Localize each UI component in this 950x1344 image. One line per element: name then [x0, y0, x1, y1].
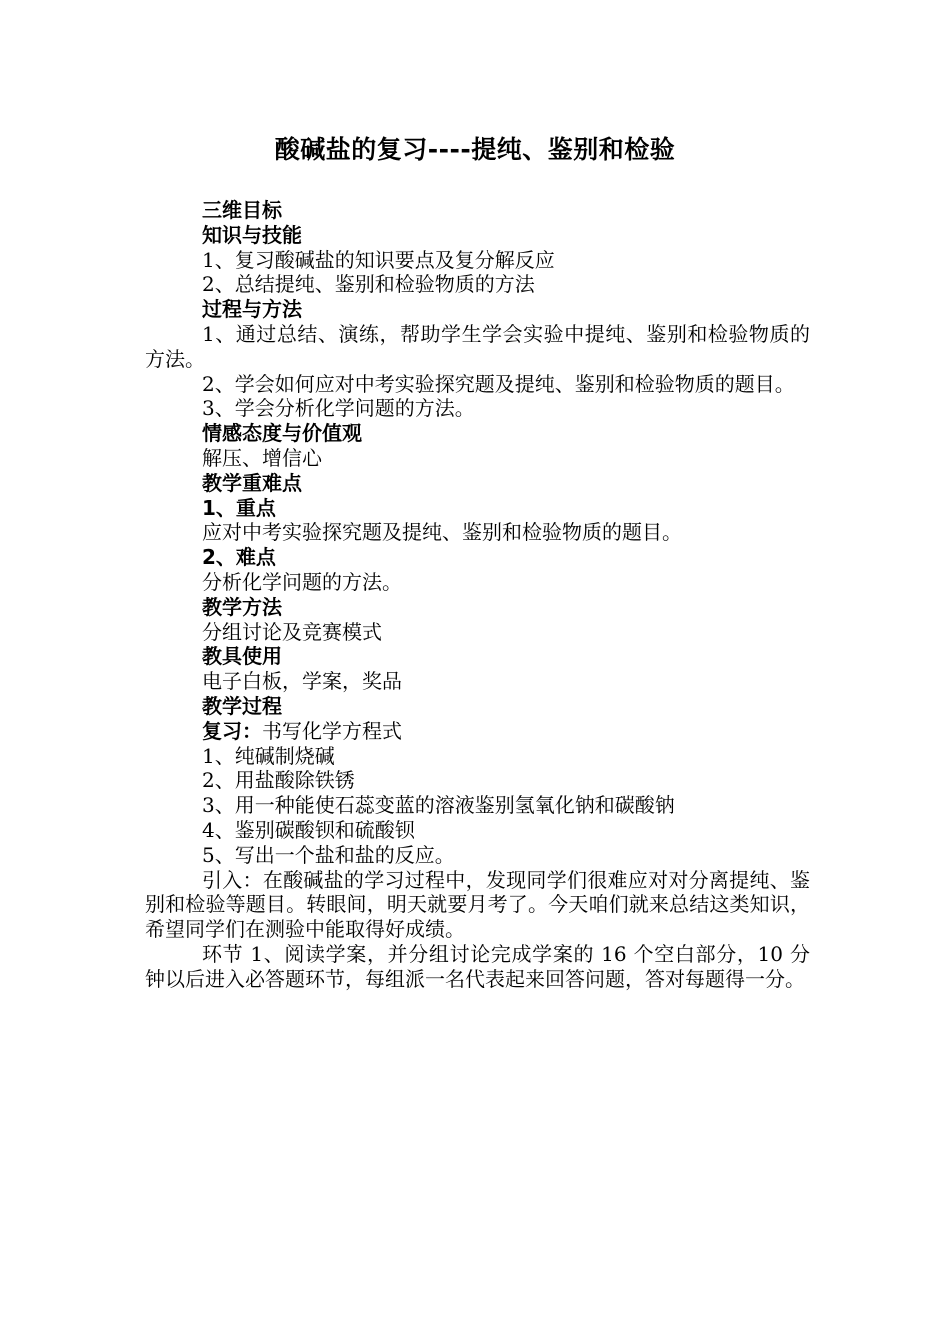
section-text: 解压、增信心: [202, 445, 322, 470]
list-item: 3、用一种能使石蕊变蓝的溶液鉴别氢氧化钠和碳酸钠: [202, 793, 675, 818]
intro-paragraph: 引入：在酸碱盐的学习过程中，发现同学们很难应对对分离提纯、鉴别和检验等题目。转眼间，明天就要月考了。今天咱们就来总结这类知识，希望同学们在测验中能取得好成绩。: [145, 867, 810, 942]
section-heading-teaching-tools: 教具使用: [202, 644, 282, 669]
subheading-key-point: 1、重点: [202, 495, 276, 520]
section-text: 分组讨论及竞赛模式: [202, 619, 382, 644]
section-text: 电子白板，学案，奖品: [202, 669, 402, 694]
paragraph: 2、学会如何应对中考实验探究题及提纯、鉴别和检验物质的题目。: [202, 371, 795, 396]
review-label: 复习：: [202, 718, 262, 743]
list-item: 3、学会分析化学问题的方法。: [202, 396, 475, 421]
list-item: 2、用盐酸除铁锈: [202, 768, 355, 793]
section-heading-key-difficult: 教学重难点: [202, 470, 302, 495]
document-title: 酸碱盐的复习----提纯、鉴别和检验: [274, 135, 676, 164]
section-heading-teaching-process: 教学过程: [202, 693, 282, 718]
step-paragraph: 环节 1、阅读学案，并分组讨论完成学案的 16 个空白部分，10 分钟以后进入必答题环节，每组派一名代表起来回答问题，答对每题得一分。: [145, 941, 810, 991]
section-heading-emotion-values: 情感态度与价值观: [202, 421, 362, 446]
section-text: 应对中考实验探究题及提纯、鉴别和检验物质的题目。: [202, 520, 682, 545]
subheading-difficult-point: 2、难点: [202, 545, 276, 570]
section-heading-teaching-method: 教学方法: [202, 594, 282, 619]
list-item: 4、鉴别碳酸钡和硫酸钡: [202, 817, 415, 842]
section-heading-process-methods: 过程与方法: [202, 297, 302, 322]
list-item: 1、复习酸碱盐的知识要点及复分解反应: [202, 247, 555, 272]
section-heading-knowledge-skills: 知识与技能: [202, 222, 302, 247]
section-text: 分析化学问题的方法。: [202, 569, 402, 594]
section-heading-three-goals: 三维目标: [202, 198, 282, 222]
list-item: 2、总结提纯、鉴别和检验物质的方法: [202, 272, 535, 297]
document-body: [145, 198, 810, 992]
review-text: 书写化学方程式: [262, 718, 402, 743]
paragraph: 1、通过总结、演练，帮助学生学会实验中提纯、鉴别和检验物质的方法。: [145, 321, 810, 371]
list-item: 5、写出一个盐和盐的反应。: [202, 842, 455, 867]
list-item: 1、纯碱制烧碱: [202, 743, 335, 768]
review-line: [145, 719, 810, 744]
